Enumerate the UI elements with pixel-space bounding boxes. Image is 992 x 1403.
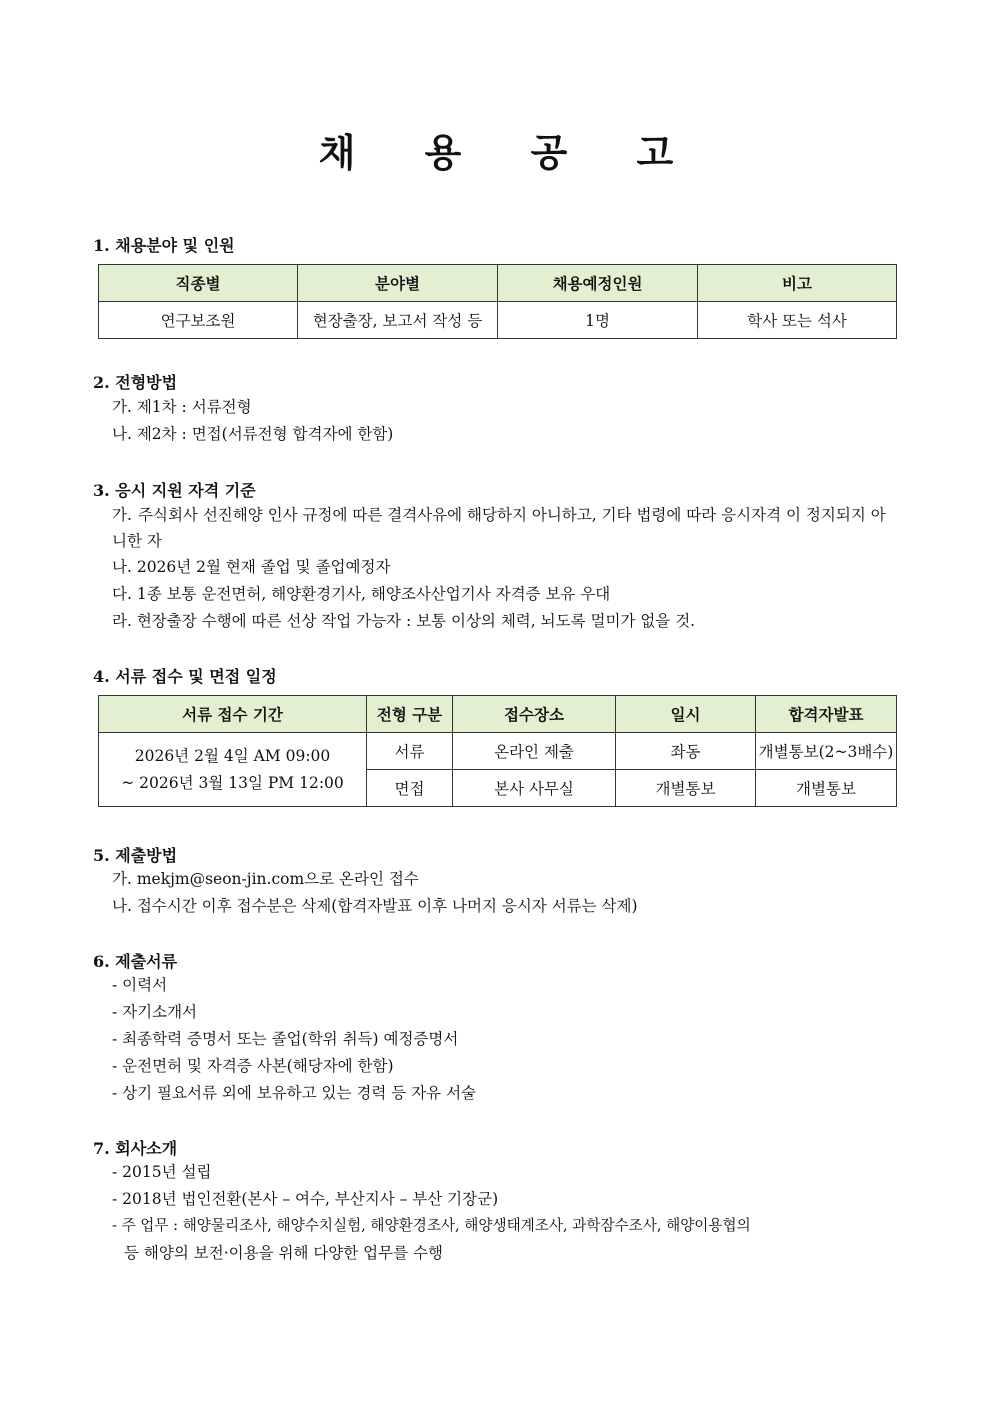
schedule-table	[98, 695, 897, 807]
table-cell: 온라인 제출	[453, 733, 616, 770]
table-cell: 1명	[498, 302, 698, 339]
list-item: 나. 2026년 2월 현재 졸업 및 졸업예정자	[112, 558, 391, 576]
list-item: 가. mekjm@seon-jin.com으로 온라인 접수	[112, 870, 419, 888]
list-item: 라. 현장출장 수행에 따른 선상 작업 가능자 : 보통 이상의 체력, 뇌도록 멀미가 없을 것.	[112, 612, 696, 630]
list-item: 다. 1종 보통 운전면허, 해양환경기사, 해양조사산업기사 자격증 보유 우대	[112, 585, 611, 603]
table-header: 분야별	[298, 265, 498, 302]
recruitment-table	[98, 264, 897, 339]
list-item: - 2015년 설립	[112, 1163, 212, 1181]
list-item: - 2018년 법인전환(본사 – 여수, 부산지사 – 부산 기장군)	[112, 1190, 499, 1208]
list-item: - 상기 필요서류 외에 보유하고 있는 경력 등 자유 서술	[112, 1084, 477, 1102]
table-header: 접수장소	[453, 696, 616, 733]
table-header: 직종별	[99, 265, 298, 302]
page-title: 채 용 공 고	[318, 131, 702, 175]
list-item: 가. 제1차 : 서류전형	[112, 398, 252, 416]
section-5-heading: 5. 제출방법	[93, 846, 178, 865]
table-header: 비고	[698, 265, 897, 302]
table-cell: 개별통보(2~3배수)	[756, 733, 897, 770]
section-2-heading: 2. 전형방법	[93, 373, 178, 392]
list-item: - 최종학력 증명서 또는 졸업(학위 취득) 예정증명서	[112, 1030, 459, 1048]
list-item: - 이력서	[112, 976, 168, 994]
list-item: - 주 업무 : 해양물리조사, 해양수치실험, 해양환경조사, 해양생태계조사, 과학잠수조사, 해양이용협의	[112, 1217, 751, 1234]
table-header: 전형 구분	[367, 696, 453, 733]
table-header: 일시	[616, 696, 756, 733]
table-cell: 개별통보	[616, 770, 756, 807]
table-cell: 면접	[367, 770, 453, 807]
table-cell: 좌동	[616, 733, 756, 770]
list-item	[112, 502, 898, 554]
period-start: 2026년 2월 4일 AM 09:00	[134, 746, 331, 765]
section-3-heading: 3. 응시 지원 자격 기준	[93, 481, 256, 500]
table-cell: 연구보조원	[99, 302, 298, 339]
table-cell: 학사 또는 석사	[698, 302, 897, 339]
table-header: 서류 접수 기간	[99, 696, 367, 733]
period-end: ~ 2026년 3월 13일 PM 12:00	[121, 773, 344, 792]
section-1-heading: 1. 채용분야 및 인원	[93, 236, 235, 255]
table-header: 합격자발표	[756, 696, 897, 733]
table-cell: 현장출장, 보고서 작성 등	[298, 302, 498, 339]
section-7-heading: 7. 회사소개	[93, 1139, 178, 1158]
list-item: 나. 접수시간 이후 접수분은 삭제(합격자발표 이후 나머지 응시자 서류는 삭제)	[112, 897, 638, 915]
table-cell: 개별통보	[756, 770, 897, 807]
list-item-continuation: 등 해양의 보전·이용을 위해 다양한 업무를 수행	[124, 1244, 443, 1262]
table-cell: 본사 사무실	[453, 770, 616, 807]
section-6-heading: 6. 제출서류	[93, 952, 178, 971]
list-item: - 운전면허 및 자격증 사본(해당자에 한함)	[112, 1057, 394, 1075]
list-item-text: 주식회사 선진해양 인사 규정에 따른 결격사유에 해당하지 아니하고, 기타 법령에 따라 응시자격 이 정지되지 아니한 자	[112, 506, 886, 550]
table-header: 채용예정인원	[498, 265, 698, 302]
section-4-heading: 4. 서류 접수 및 면접 일정	[93, 667, 277, 686]
list-item: - 자기소개서	[112, 1003, 198, 1021]
list-item: 나. 제2차 : 면접(서류전형 합격자에 한함)	[112, 425, 394, 443]
table-cell: 서류	[367, 733, 453, 770]
period-cell	[99, 733, 367, 807]
list-item-label: 가.	[112, 506, 132, 524]
